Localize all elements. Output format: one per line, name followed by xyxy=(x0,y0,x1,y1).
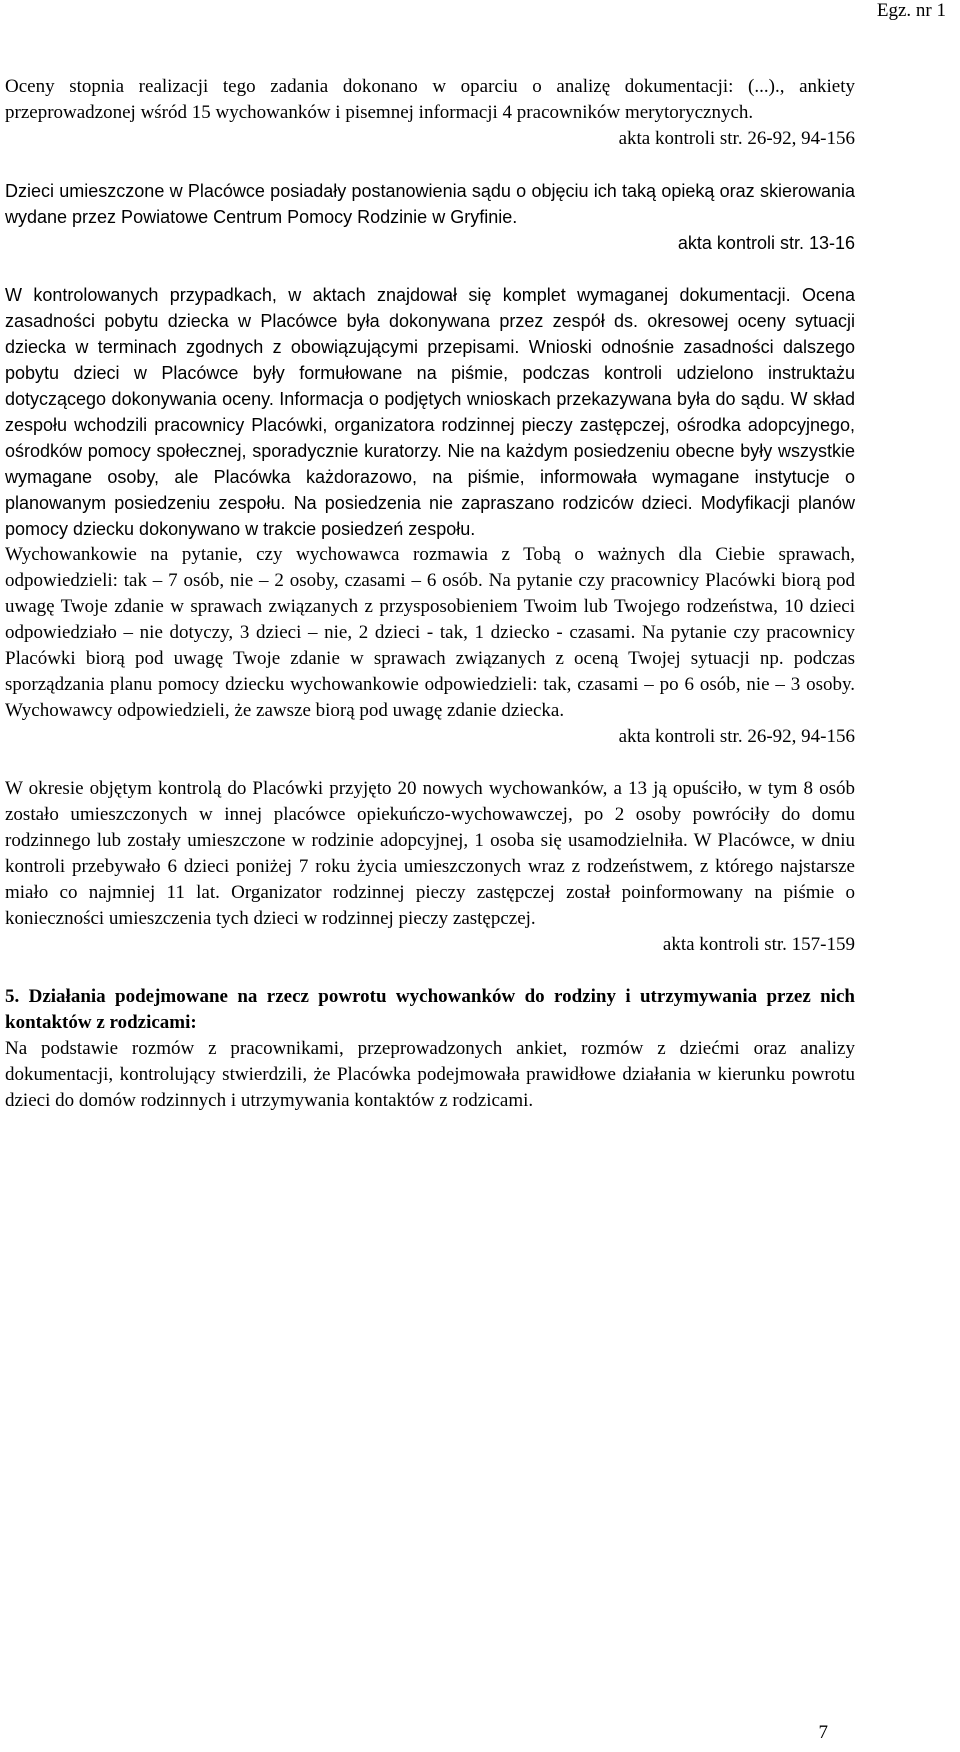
reference-note: akta kontroli str. 26-92, 94-156 xyxy=(618,726,855,747)
spacer xyxy=(5,958,855,984)
document-body xyxy=(5,74,855,1114)
paragraph-court-decisions: Dzieci umieszczone w Placówce posiadały postanowienia sądu o objęciu ich taką opieką oraz skierowania wydane przez Powiatowe Centrum Pomocy Rodzinie w Gryfinie. xyxy=(5,181,855,227)
spacer xyxy=(5,152,855,178)
spacer xyxy=(5,256,855,282)
paragraph-survey-results: Wychowankowie na pytanie, czy wychowawca rozmawia z Tobą o ważnych dla Ciebie sprawach, odpowiedzieli: tak – 7 osób, nie – 2 osoby, czasami – 6 osób. Na pytanie czy pracownicy Placówki biorą pod uwagę Twoje zdanie w sprawach związanych z przysposobieniem Twoim lub Twojego rodzeństwa, 10 dzieci odpowiedziało – nie dotyczy, 3 dzieci – nie, 2 dzieci - tak, 1 dziecko - czasami. Na pytanie czy pracownicy Placówki biorą pod uwagę Twoje zdanie w sprawach związanych z oceną Twojej sytuacji np. podczas sporządzania planu pomocy dziecku wychowankowie odpowiedzieli: tak, czasami – po 6 osób, nie – 3 osoby. Wychowawcy odpowiedzieli, że zawsze biorą pod uwagę zdanie dziecka. xyxy=(5,544,855,721)
reference-note: akta kontroli str. 26-92, 94-156 xyxy=(618,128,855,149)
copy-number-label: Egz. nr 1 xyxy=(876,0,946,21)
section-heading: 5. Działania podejmowane na rzecz powrotu wychowanków do rodziny i utrzymywania przez nich kontaktów z rodzicami: xyxy=(5,986,855,1033)
reference-note: akta kontroli str. 157-159 xyxy=(662,934,855,955)
paragraph-return-activities: Na podstawie rozmów z pracownikami, przeprowadzonych ankiet, rozmów z dziećmi oraz analizy dokumentacji, kontrolujący stwierdzili, że Placówka podejmowała prawidłowe działania w kierunku powrotu dzieci do domów rodzinnych i utrzymywania kontaktów z rodzicami. xyxy=(5,1038,855,1111)
paragraph-assessment-basis: Oceny stopnia realizacji tego zadania dokonano w oparciu o analizę dokumentacji: (...)., ankiety przeprowadzonej wśród 15 wychowanków i pisemnej informacji 4 pracowników merytorycznych. xyxy=(5,76,855,123)
reference-note: akta kontroli str. 13-16 xyxy=(677,233,855,253)
paragraph-admissions: W okresie objętym kontrolą do Placówki przyjęto 20 nowych wychowanków, a 13 ją opuściło, w tym 8 osób zostało umieszczonych w innej placówce opiekuńczo-wychowawczej, po 2 osoby powróciły do domu rodzinnego lub zostały umieszczone w rodzinie adopcyjnej, 1 osoba się usamodzielniła. W Placówce, w dniu kontroli przebywało 6 dzieci poniżej 7 roku życia umieszczonych wraz z rodzeństwem, z którego najstarsze miało co najmniej 11 lat. Organizator rodzinnej pieczy zastępczej został poinformowany na piśmie o konieczności umieszczenia tych dzieci w rodzinnej pieczy zastępczej. xyxy=(5,778,855,929)
page-number: 7 xyxy=(818,1722,828,1743)
paragraph-documentation-review: W kontrolowanych przypadkach, w aktach znajdował się komplet wymaganej dokumentacji. Ocena zasadności pobytu dziecka w Placówce była dokonywana przez zespół ds. okresowej oceny sytuacji dziecka w terminach zgodnych z obowiązującymi przepisami. Wnioski odnośnie zasadności dalszego pobytu dzieci w Placówce były formułowane na piśmie, podczas kontroli udzielono instruktażu dotyczącego dokonywania oceny. Informacja o podjętych wnioskach przekazywana była do sądu. W skład zespołu wchodzili pracownicy Placówki, organizatora rodzinnej pieczy zastępczej, ośrodka adopcyjnego, ośrodków pomocy społecznej, sporadycznie kuratorzy. Nie na każdym posiedzeniu obecne były wszystkie wymagane osoby, ale Placówka każdorazowo, na piśmie, informowała wymagane instytucje o planowanym posiedzeniu zespołu. Na posiedzenia nie zapraszano rodziców dzieci. Modyfikacji planów pomocy dziecku dokonywano w trakcie posiedzeń zespołu. xyxy=(5,285,855,539)
spacer xyxy=(5,750,855,776)
